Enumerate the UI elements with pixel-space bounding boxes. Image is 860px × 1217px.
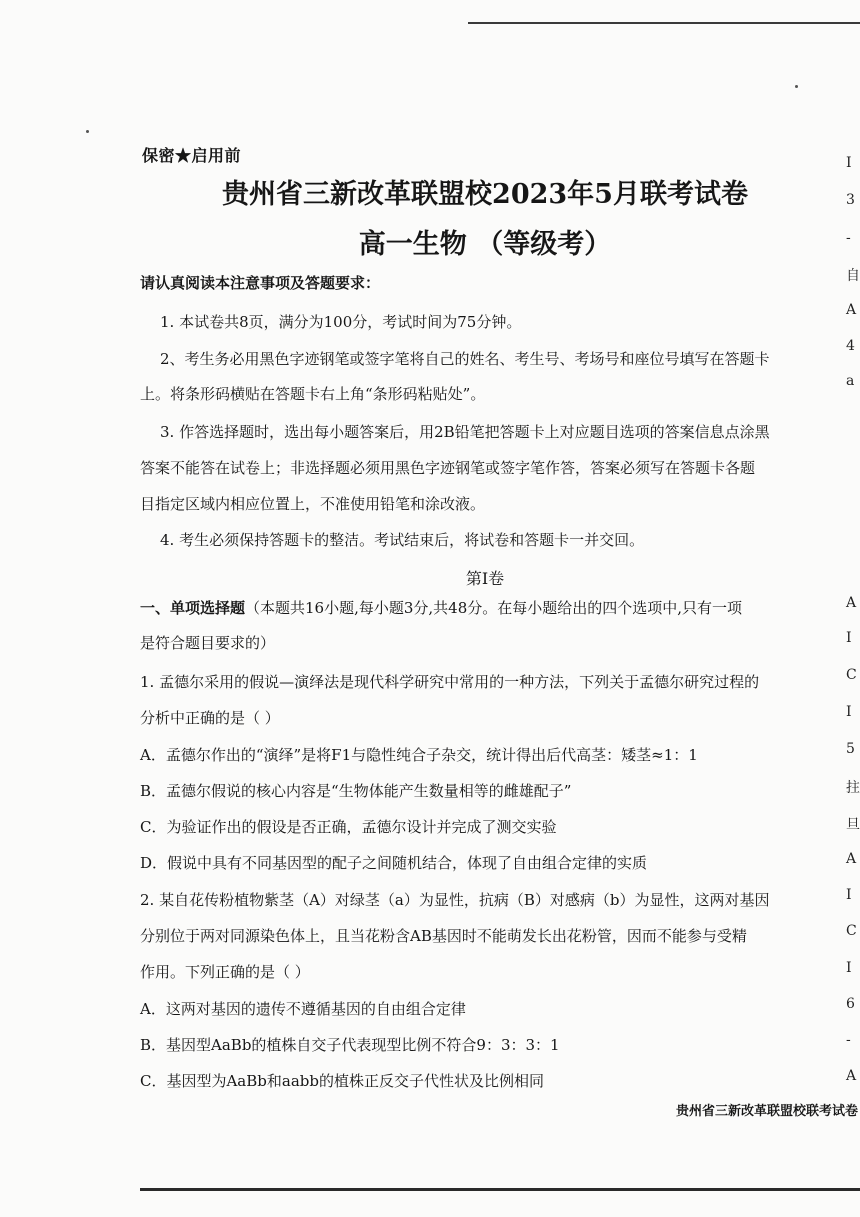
scan-speck (795, 85, 798, 88)
edge-glyph: - (846, 230, 851, 246)
edge-glyph: 拄 (846, 780, 860, 796)
question-1-option-b: B．孟德尔假说的核心内容是“生物体能产生数量相等的雌雄配子” (140, 782, 572, 800)
question-1-stem: 1. 孟德尔采用的假说—演绎法是现代科学研究中常用的一种方法，下列关于孟德尔研究过程的 (140, 673, 760, 691)
edge-glyph: 4 (846, 338, 855, 354)
notice-line: 上。将条形码横贴在答题卡右上角“条形码粘贴处”。 (140, 385, 486, 403)
question-1-stem: 分析中正确的是（ ） (140, 709, 280, 727)
edge-glyph: 5 (846, 741, 855, 757)
top-rule (468, 22, 860, 24)
page-footer: 贵州省三新改革联盟校联考试卷 (676, 1104, 859, 1119)
edge-glyph: A (846, 595, 857, 611)
question-1-option-c: C．为验证作出的假设是否正确，孟德尔设计并完成了测交实验 (140, 818, 557, 836)
section-heading-rest: （本题共16小题,每小题3分,共48分。在每小题给出的四个选项中,只有一项 (245, 599, 743, 617)
notice-line: 3. 作答选择题时，选出每小题答案后，用2B铅笔把答题卡上对应题目选项的答案信息点涂黑 (160, 423, 770, 441)
section-heading (140, 597, 742, 619)
edge-glyph: I (846, 960, 852, 976)
edge-glyph: 3 (846, 192, 855, 208)
question-2-stem: 作用。下列正确的是（ ） (140, 963, 310, 981)
edge-glyph: I (846, 704, 852, 720)
edge-glyph: A (846, 302, 857, 318)
bottom-rule (140, 1188, 860, 1191)
question-1-option-d: D．假说中具有不同基因型的配子之间随机结合，体现了自由组合定律的实质 (140, 854, 648, 872)
section-heading-bold: 一、单项选择题 (140, 599, 246, 617)
notice-line: 目指定区域内相应位置上，不准使用铅笔和涂改液。 (140, 495, 486, 513)
section-label: 第I卷 (465, 569, 505, 588)
question-2-stem: 2. 某自花传粉植物紫茎（A）对绿茎（a）为显性，抗病（B）对感病（b）为显性，这两对基因 (140, 891, 770, 909)
edge-glyph: I (846, 887, 852, 903)
edge-glyph: 旦 (846, 817, 860, 833)
notice-heading: 请认真阅读本注意事项及答题要求： (140, 274, 381, 292)
notice-line: 1. 本试卷共8页，满分为100分，考试时间为75分钟。 (160, 313, 522, 331)
question-2-option-c: C．基因型为AaBb和aabb的植株正反交子代性状及比例相同 (140, 1072, 544, 1090)
edge-glyph: - (846, 1032, 851, 1048)
section-heading-line2: 是符合题目要求的） (140, 634, 276, 652)
edge-glyph: A (846, 851, 857, 867)
exam-title: 贵州省三新改革联盟校2023年5月联考试卷 (222, 179, 748, 210)
question-2-stem: 分别位于两对同源染色体上，且当花粉含AB基因时不能萌发长出花粉管，因而不能参与受精 (140, 927, 747, 945)
notice-line: 2、考生务必用黑色字迹钢笔或签字笔将自己的姓名、考生号、考场号和座位号填写在答题卡 (160, 350, 770, 368)
exam-subtitle: 高一生物 （等级考） (358, 229, 612, 260)
edge-glyph: A (846, 1068, 857, 1084)
question-1-option-a: A．孟德尔作出的“演绎”是将F1与隐性纯合子杂交，统计得出后代高茎：矮茎≈1：1 (140, 746, 698, 764)
question-2-option-a: A．这两对基因的遗传不遵循基因的自由组合定律 (140, 1000, 466, 1018)
edge-glyph: 6 (846, 996, 855, 1012)
scan-speck (86, 130, 89, 133)
secret-mark: 保密★启用前 (142, 146, 242, 165)
edge-glyph: I (846, 630, 852, 646)
edge-glyph: a (846, 373, 855, 389)
question-2-option-b: B．基因型AaBb的植株自交子代表现型比例不符合9：3：3：1 (140, 1036, 560, 1054)
edge-glyph: 自 (846, 268, 860, 284)
edge-glyph: C (846, 667, 857, 683)
notice-line: 答案不能答在试卷上；非选择题必须用黑色字迹钢笔或签字笔作答，答案必须写在答题卡各题 (140, 459, 756, 477)
edge-glyph: I (846, 155, 852, 171)
notice-line: 4. 考生必须保持答题卡的整洁。考试结束后，将试卷和答题卡一并交回。 (160, 531, 645, 549)
edge-glyph: C (846, 923, 857, 939)
